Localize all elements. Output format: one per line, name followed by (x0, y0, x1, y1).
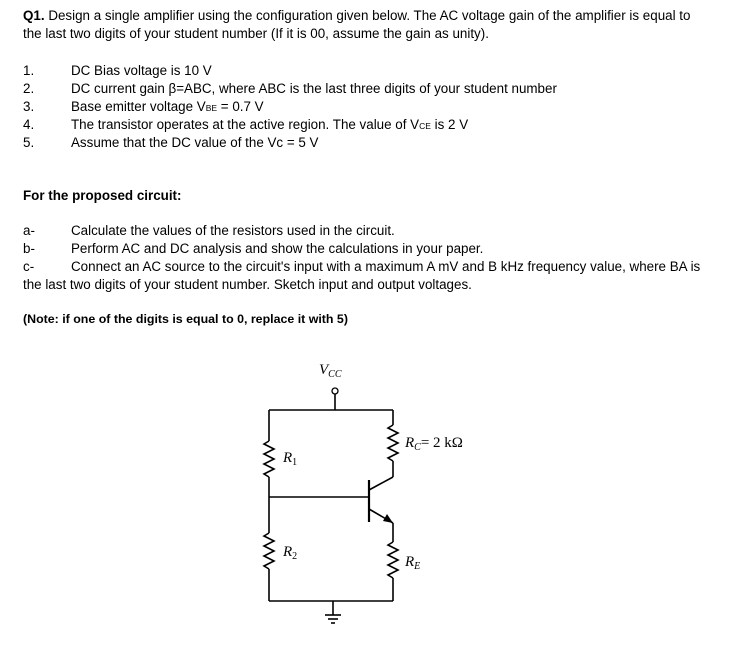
spec-number-4: 4. (23, 117, 35, 132)
vcc-terminal (332, 388, 338, 394)
task-letter-b: b- (23, 241, 35, 256)
question-label: Q1. (23, 8, 45, 23)
spec-text-1: DC Bias voltage is 10 V (71, 63, 212, 78)
r2-label: $R_2$ (283, 544, 298, 562)
proposed-heading: For the proposed circuit: (23, 188, 182, 203)
rc-label: $R_C= 2$ kΩ (405, 435, 463, 453)
r1-resistor (264, 441, 274, 477)
spec-text-4-pre: The transistor operates at the active region. The value of V (71, 117, 420, 132)
question-text-1: Design a single amplifier using the configuration given below. The AC voltage gain of the amplifier is equal to (44, 8, 691, 23)
question-line-2: the last two digits of your student number (If it is 00, assume the gain as unity). (23, 26, 489, 41)
task-text-c: Connect an AC source to the circuit's input with a maximum A mV and B kHz frequency value, where BA is (71, 259, 701, 274)
emitter-arrow (383, 514, 393, 523)
spec-text-3-sub: BE (205, 103, 218, 113)
spec-number-3: 3. (23, 99, 35, 114)
task-text-c-continuation: the last two digits of your student number. Sketch input and output voltages. (23, 277, 472, 292)
r1-label: $R_1$ (283, 450, 298, 468)
spec-text-4-sub: CE (419, 121, 431, 131)
spec-text-3-post: = 0.7 V (217, 99, 264, 114)
rc-resistor (388, 425, 398, 461)
re-label: $R_E$ (405, 554, 421, 572)
task-letter-c: c- (23, 259, 35, 274)
re-resistor (388, 542, 398, 578)
spec-text-2: DC current gain β=ABC, where ABC is the last three digits of your student number (71, 81, 557, 96)
task-letter-a: a- (23, 223, 35, 238)
vcc-label: $V_{CC}$ (319, 362, 342, 380)
spec-number-1: 1. (23, 63, 35, 78)
task-text-a: Calculate the values of the resistors used in the circuit. (71, 223, 395, 238)
r2-resistor (264, 533, 274, 569)
spec-text-3-pre: Base emitter voltage V (71, 99, 206, 114)
spec-number-5: 5. (23, 135, 35, 150)
task-text-b: Perform AC and DC analysis and show the calculations in your paper. (71, 241, 484, 256)
spec-text-5: Assume that the DC value of the Vc = 5 V (71, 135, 319, 150)
spec-text-4-post: is 2 V (430, 117, 469, 132)
spec-number-2: 2. (23, 81, 35, 96)
note: (Note: if one of the digits is equal to 0, replace it with 5) (23, 312, 348, 326)
transistor-collector-lead (369, 477, 393, 490)
